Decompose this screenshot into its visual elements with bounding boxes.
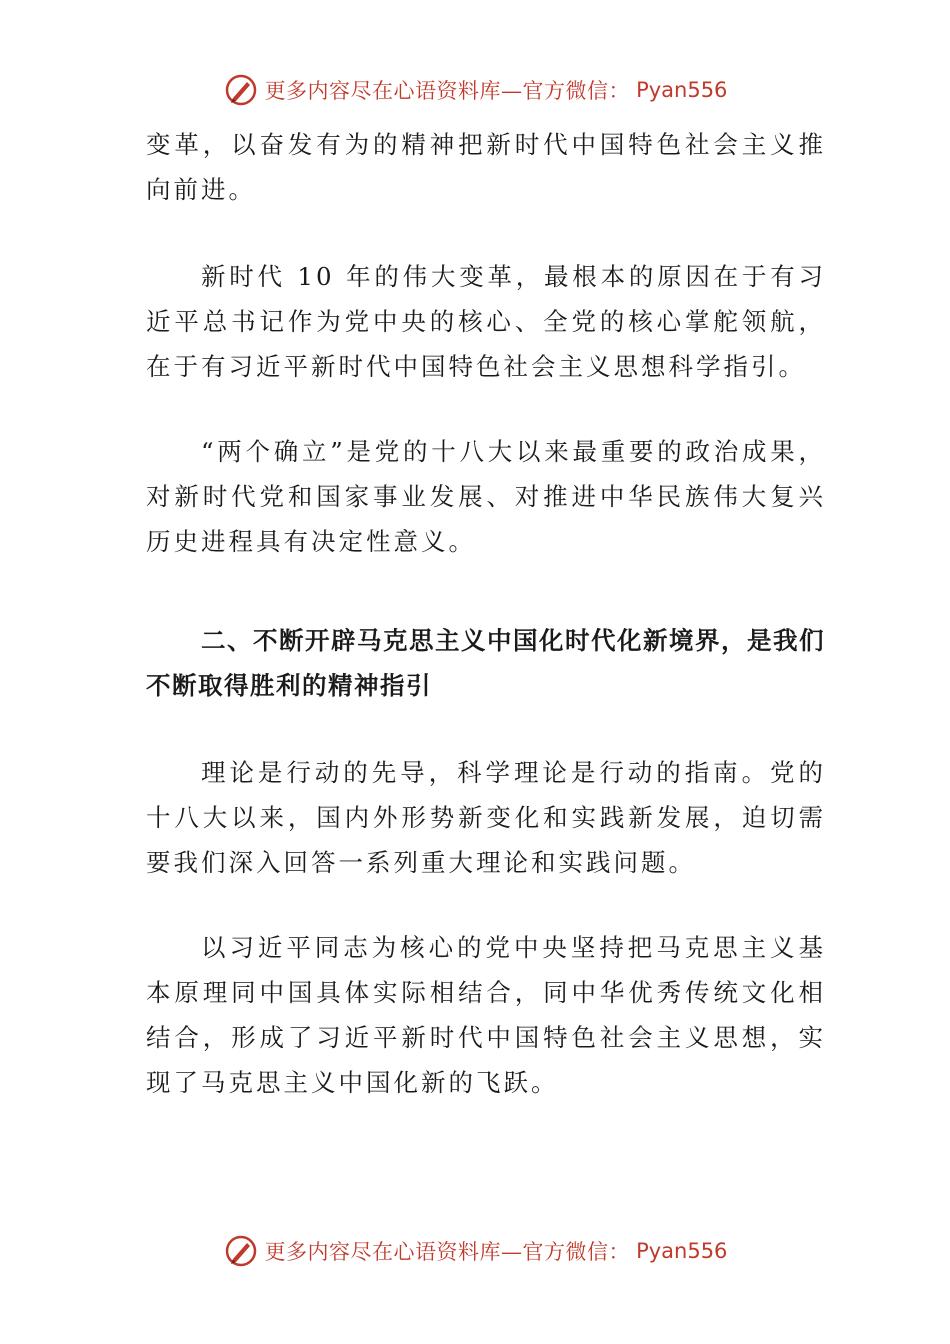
- paragraph-marxism-sinicization: 以习近平同志为核心的党中央坚持把马克思主义基本原理同中国具体实际相结合，同中华优秀传统文化相结合，形成了习近平新时代中国特色社会主义思想，实现了马克思主义中国化新的飞跃。: [146, 933, 826, 1097]
- paragraph-theory-guide: 理论是行动的先导，科学理论是行动的指南。党的十八大以来，国内外形势新变化和实践新发展，迫切需要我们深入回答一系列重大理论和实践问题。: [146, 758, 826, 877]
- pen-circle-logo-icon: [223, 1233, 259, 1269]
- page-footer: [0, 1233, 950, 1269]
- page-header: [0, 72, 950, 108]
- footer-contact-id: Pyan556: [636, 1239, 728, 1263]
- paragraph-two-establishments: “两个确立”是党的十八大以来最重要的政治成果，对新时代党和国家事业发展、对推进中华民族伟大复兴历史进程具有决定性意义。: [146, 437, 826, 556]
- header-contact-id: Pyan556: [636, 78, 728, 102]
- document-body: [146, 122, 826, 1145]
- pen-circle-logo-icon: [223, 72, 259, 108]
- footer-banner-text: 更多内容尽在心语资料库—官方微信：: [264, 1240, 631, 1264]
- header-banner-text: 更多内容尽在心语资料库—官方微信：: [264, 79, 631, 103]
- section-heading: 二、不断开辟马克思主义中国化时代化新境界，是我们不断取得胜利的精神指引: [146, 626, 825, 700]
- paragraph-continuation: 变革，以奋发有为的精神把新时代中国特色社会主义推向前进。: [146, 130, 826, 204]
- paragraph-great-change: 新时代 10 年的伟大变革，最根本的原因在于有习近平总书记作为党中央的核心、全党的核心掌舵领航，在于有习近平新时代中国特色社会主义思想科学指引。: [146, 262, 826, 381]
